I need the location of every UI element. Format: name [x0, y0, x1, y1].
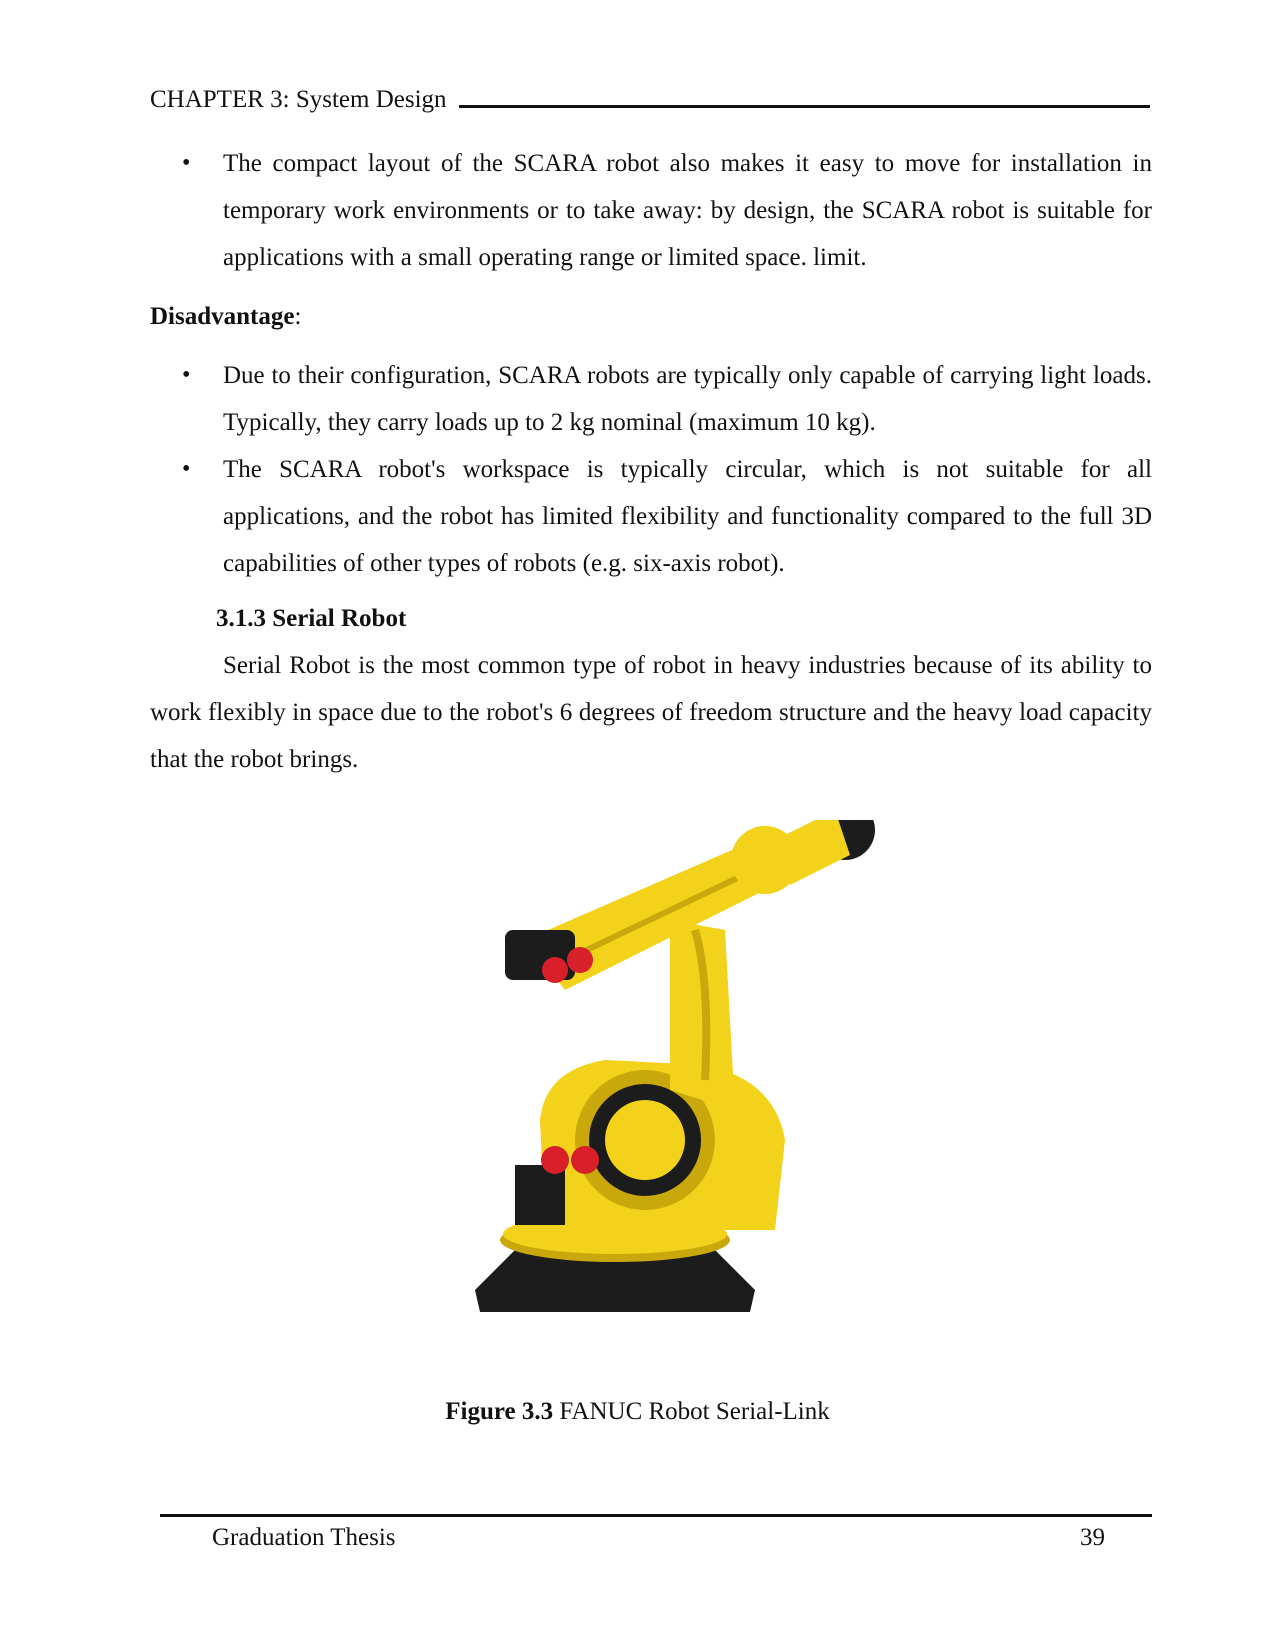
- robot-figure: [455, 820, 885, 1360]
- robot-shoulder-cap: [605, 1100, 685, 1180]
- header-rule: [459, 105, 1150, 108]
- page-content: [150, 140, 1152, 783]
- disadvantage-heading: [150, 293, 1152, 340]
- section-heading: 3.1.3 Serial Robot: [216, 605, 407, 632]
- list-item: • Due to their configuration, SCARA robots are typically only capable of carrying light loads. Typically, they carry loads up to 2 kg nominal (maximum 10 kg).: [150, 352, 1152, 446]
- disadvantage-list: [150, 352, 1152, 587]
- disadvantage-label: Disadvantage: [150, 303, 295, 330]
- footer-rule: [160, 1514, 1152, 1517]
- robot-lower-cap-2: [571, 1146, 599, 1174]
- page-number: 39: [1080, 1524, 1105, 1551]
- robot-forearm-cap-1: [542, 957, 568, 983]
- robot-lower-cap-1: [541, 1146, 569, 1174]
- chapter-title: CHAPTER 3: System Design: [150, 86, 447, 113]
- list-item: • The SCARA robot's workspace is typically circular, which is not suitable for all applications, and the robot has limited flexibility and functionality compared to the full 3D capabilities of other types of robots (e.g. six-axis robot).: [150, 446, 1152, 587]
- footer-title: Graduation Thesis: [212, 1524, 396, 1551]
- figure-caption-text: FANUC Robot Serial-Link: [553, 1398, 830, 1425]
- list-item: • The compact layout of the SCARA robot also makes it easy to move for installation in temporary work environments or to take away: by design, the SCARA robot is suitable for applications with a small operating range or limited space. limit.: [150, 140, 1152, 281]
- robot-lower-motor: [515, 1165, 565, 1225]
- disadvantage-colon: :: [294, 303, 302, 330]
- page-header: [150, 74, 1150, 114]
- robot-forearm-cap-2: [567, 947, 593, 973]
- figure-label: Figure 3.3: [445, 1398, 554, 1425]
- section-paragraph: Serial Robot is the most common type of robot in heavy industries because of its ability to work flexibly in space due to the robot's 6 degrees of freedom structure and the heavy load capacity that the robot brings.: [150, 652, 1152, 773]
- figure-caption: [0, 1398, 1275, 1426]
- advantage-list: [150, 140, 1152, 281]
